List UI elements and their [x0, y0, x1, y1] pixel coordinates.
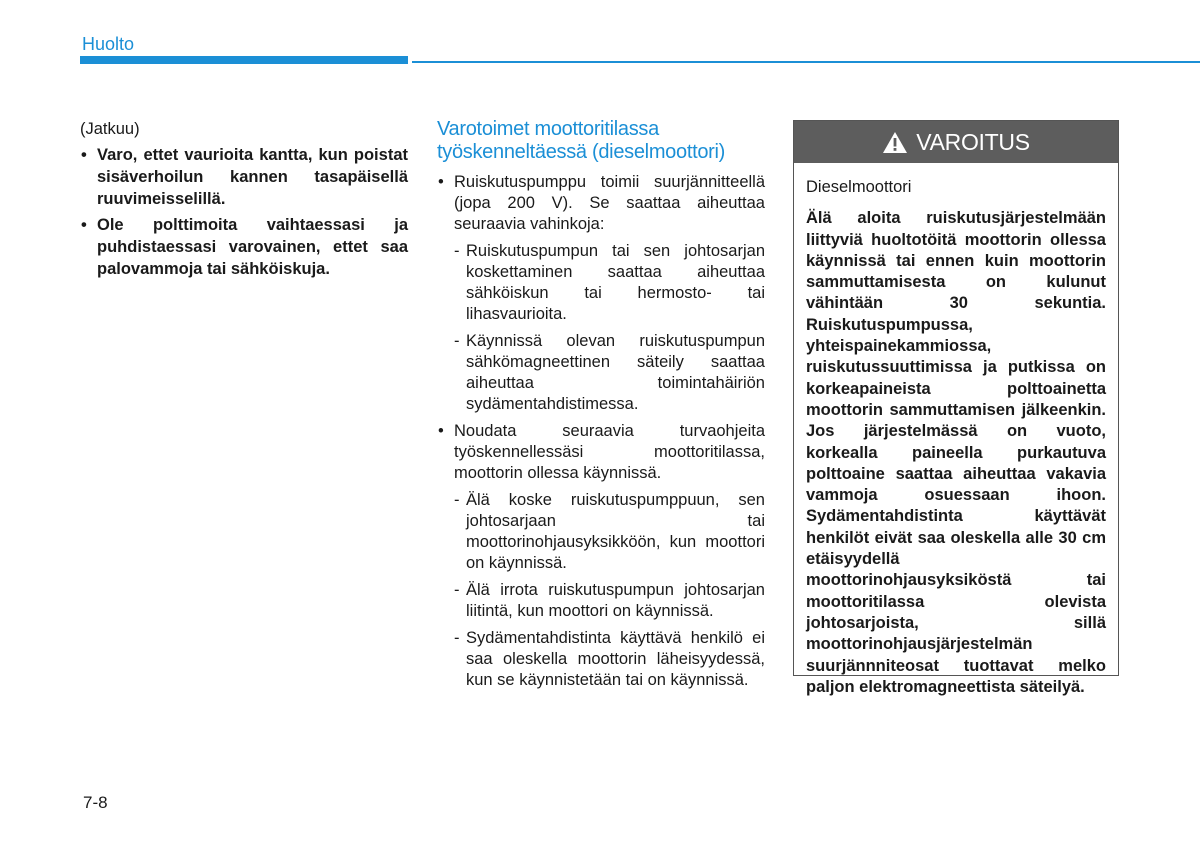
dash-item: - Käynnissä olevan ruiskutuspumpun sähkömagneettinen säteily saattaa aiheuttaa toimintahäiriön sydämentahdistimessa. [437, 331, 765, 415]
continued-label: (Jatkuu) [80, 120, 140, 138]
warning-heading: VAROITUS [916, 128, 1030, 155]
header-rule-thin [412, 61, 1200, 63]
warning-text: Älä aloita ruiskutusjärjestelmään liittyviä huoltotöitä moottorin ollessa käynnissä tai ennen kuin moottorin sammuttamisesta on kulunut vähintään 30 sekuntia. Ruiskutuspumpussa, yhteispainekammiossa, ruiskutussuuttimissa ja putkissa on korkeapaineista polttoainetta moottorin sammuttamisen jälkeenkin. Jos järjestelmässä on vuoto, korkealla paineella purkautuva polttoaine saattaa aiheuttaa vakavia vammoja osuessaan ihoon. Sydämentahdistinta käyttävät henkilöt eivät saa oleskella alle 30 cm etäisyydellä moottorinohjausyksiköstä tai moottoritilassa olevista johtosarjoista, sillä moottorinohjausjärjestelmän suurjännniteosat tuottavat melko paljon elektromagneettista säteilyä. [806, 209, 1106, 696]
list-item: • Ole polttimoita vaihtaessasi ja puhdistaessasi varovainen, ettet saa palovammoja tai sähköiskuja. [80, 214, 408, 280]
bullet-item: • Ruiskutuspumppu toimii suurjännitteellä (jopa 200 V). Se saattaa aiheuttaa seuraavia vahinkoja: [437, 172, 765, 235]
middle-column [437, 118, 765, 691]
list-item: • Varo, ettet vaurioita kantta, kun poistat sisäverhoilun kannen tasapäisellä ruuvimeisselillä. [80, 144, 408, 210]
section-title: Huolto [82, 34, 135, 54]
dash-item: - Sydämentahdistinta käyttävä henkilö ei saa oleskella moottorin läheisyydessä, kun se käynnistetään tai on käynnissä. [437, 628, 765, 691]
dash-item: - Älä koske ruiskutuspumppuun, sen johtosarjaan tai moottorinohjausyksikköön, kun moottori on käynnissä. [437, 490, 765, 574]
section-heading: Varotoimet moottoritilassa työskenneltäessä (dieselmoottori) [437, 118, 726, 163]
warning-subheading: Dieselmoottori [806, 178, 912, 196]
warning-box [793, 120, 1119, 696]
bullet-list [80, 144, 408, 280]
page-number: 7-8 [83, 793, 108, 812]
left-column [80, 118, 408, 284]
bullet-item: • Noudata seuraavia turvaohjeita työskennellessäsi moottoritilassa, moottorin ollessa käynnissä. [437, 421, 765, 484]
header-rule-thick [80, 56, 408, 64]
dash-item: - Ruiskutuspumpun tai sen johtosarjan koskettaminen saattaa aiheuttaa sähköiskun tai hermosto- tai lihasvaurioita. [437, 241, 765, 325]
dash-item: - Älä irrota ruiskutuspumpun johtosarjan liitintä, kun moottori on käynnissä. [437, 580, 765, 622]
warning-body [794, 163, 1118, 698]
warning-header [794, 121, 1118, 163]
warning-triangle-icon [882, 131, 908, 154]
